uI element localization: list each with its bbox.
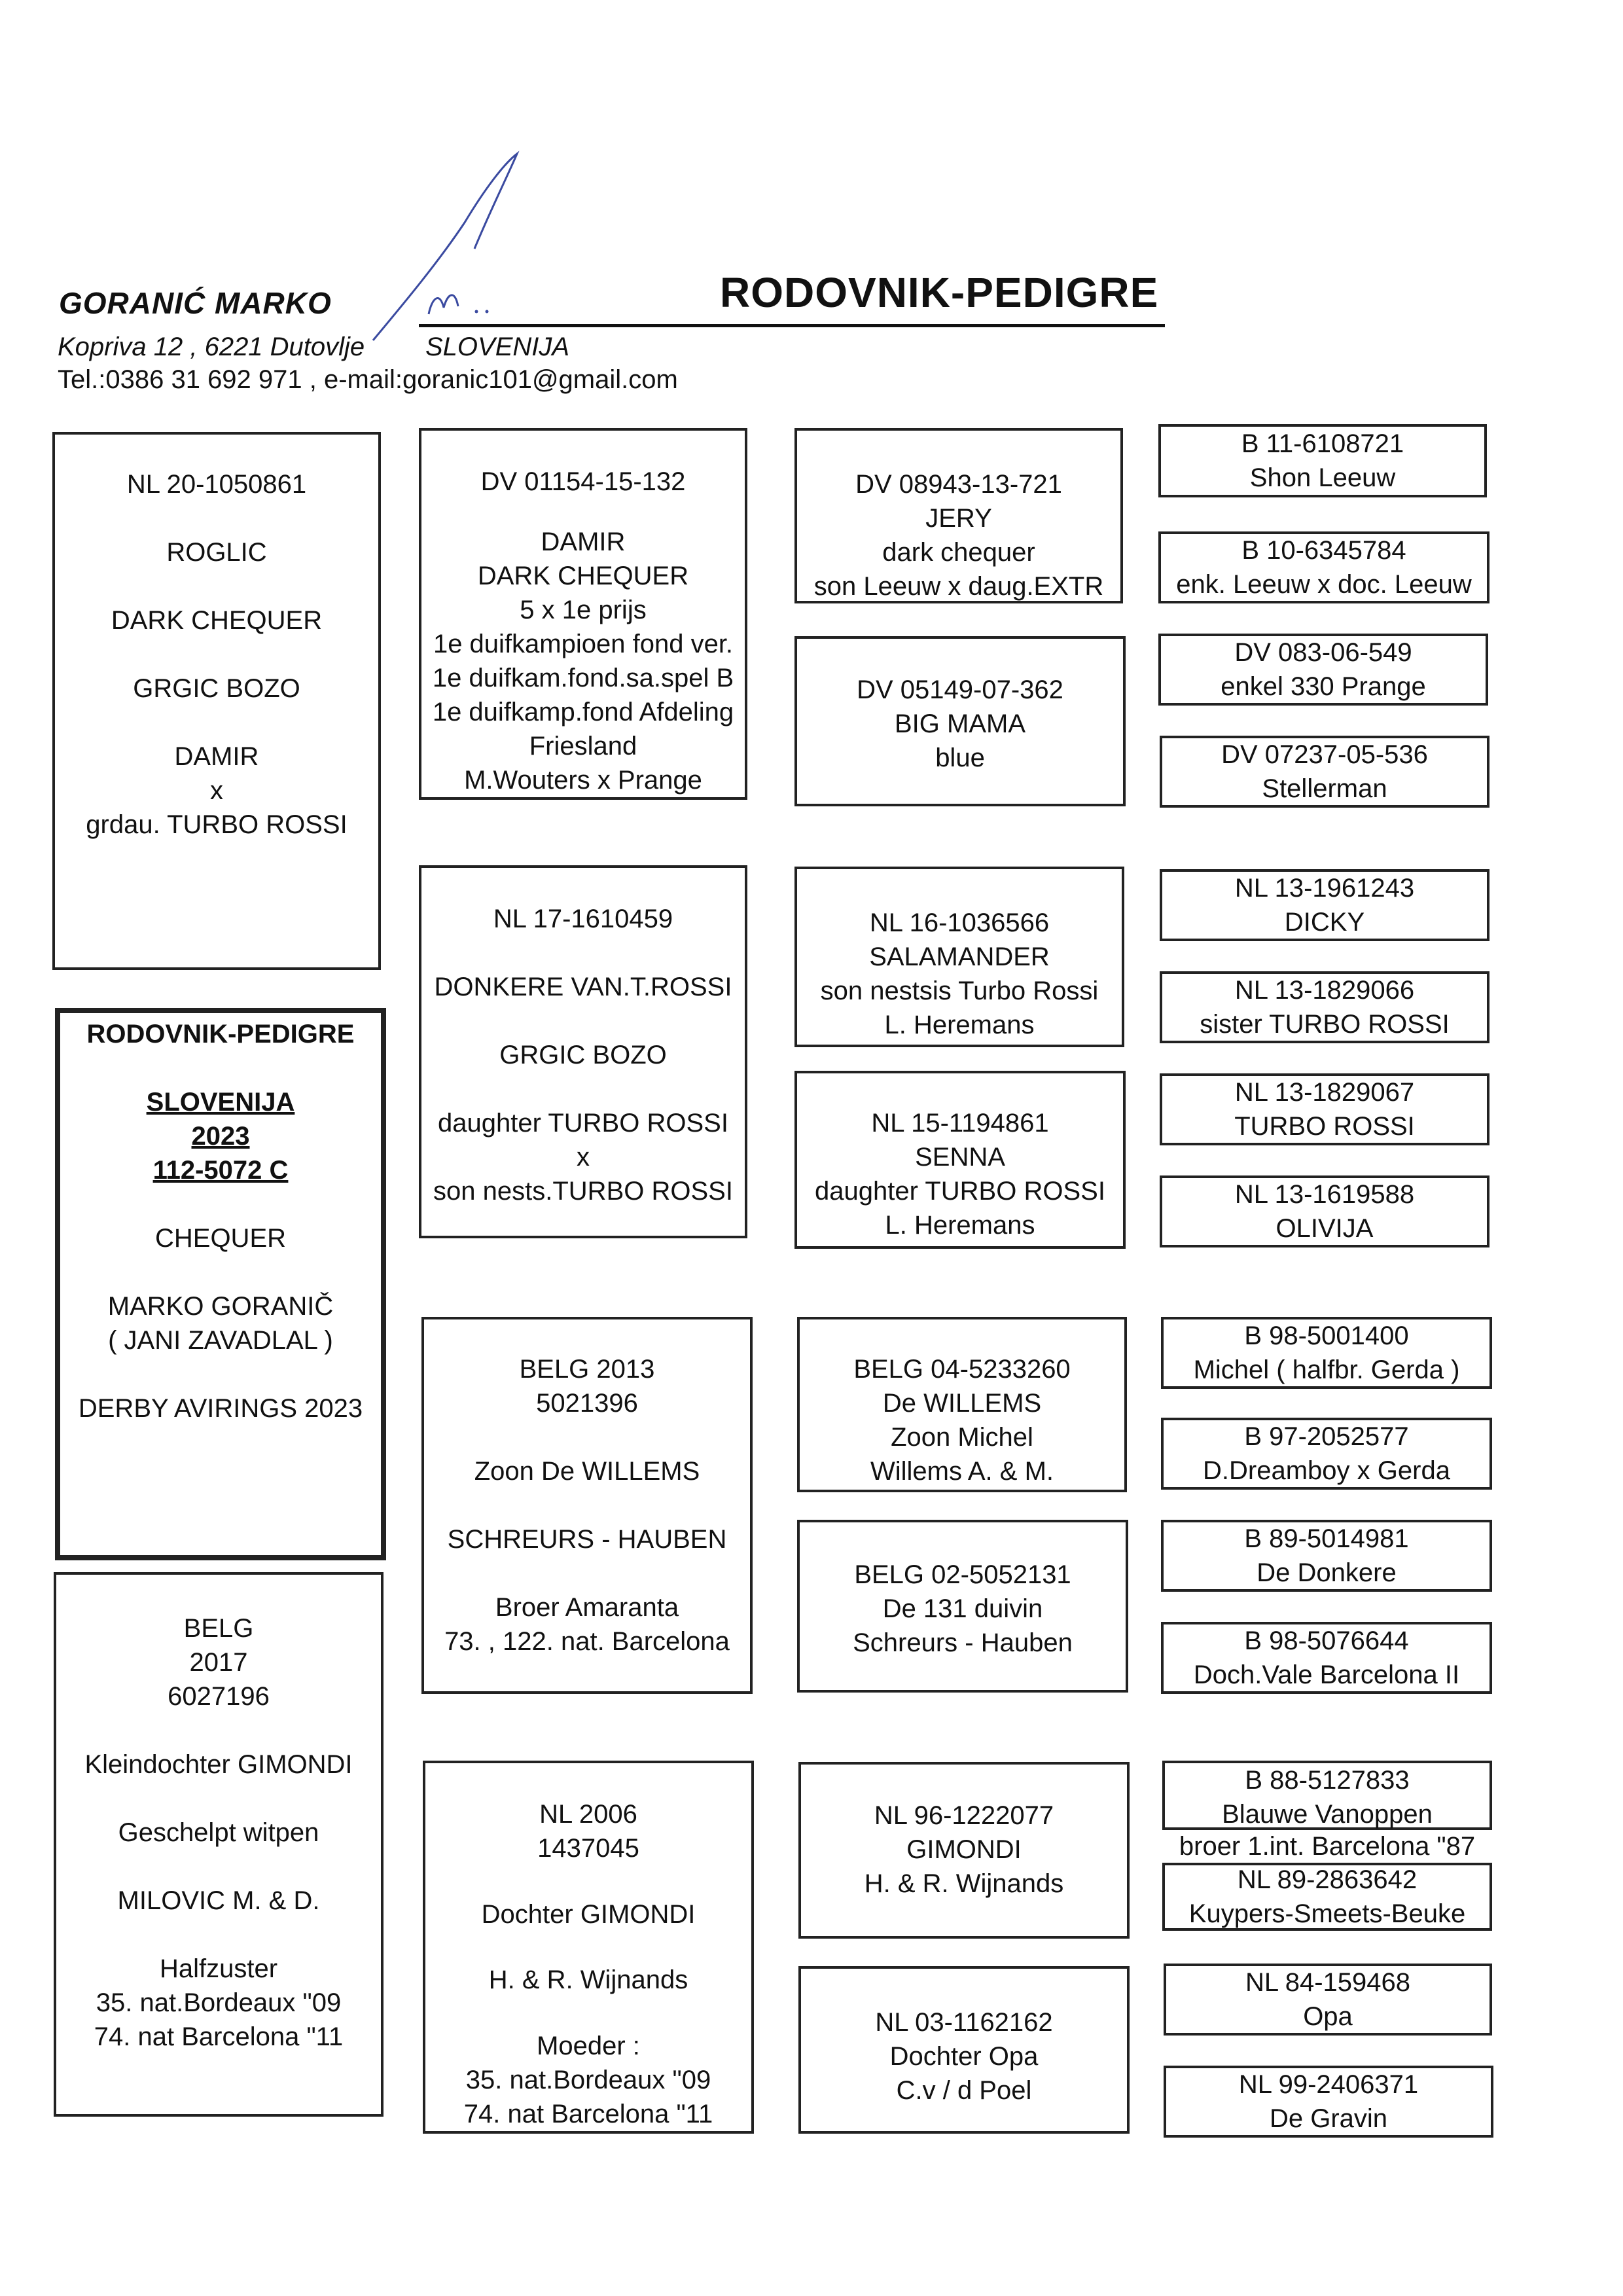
- gen3-line: De 131 duivin: [882, 1594, 1043, 1623]
- gen2-ss-line: 1e duifkam.fond.sa.spel B: [432, 664, 734, 692]
- gen3-line: De WILLEMS: [882, 1389, 1042, 1418]
- gen2-ds-line: Broer Amaranta: [495, 1593, 679, 1622]
- sire-box: [52, 432, 381, 970]
- dam-color: Geschelpt witpen: [118, 1818, 319, 1847]
- gen2-sd-name: DONKERE VAN.T.ROSSI: [434, 973, 732, 1001]
- dam-note: Halfzuster: [159, 1954, 278, 1983]
- gen3-line: NL 03-1162162: [875, 2008, 1053, 2037]
- gen2-sire-dam-box: [419, 865, 747, 1238]
- gen4-ring: DV 083-06-549: [1234, 638, 1412, 667]
- gen4-name: DICKY: [1284, 908, 1365, 937]
- gen2-ss-name: DAMIR: [541, 528, 626, 556]
- gen4-ring: B 97-2052577: [1244, 1422, 1409, 1451]
- gen4-box: [1160, 736, 1489, 808]
- gen4-box: [1160, 1175, 1489, 1247]
- gen2-dd-ring: 1437045: [537, 1834, 639, 1863]
- gen3-box: [797, 1317, 1127, 1492]
- gen3-line: L. Heremans: [884, 1011, 1035, 1039]
- dam-box: [54, 1572, 383, 2117]
- gen4-name: Doch.Vale Barcelona II: [1193, 1660, 1460, 1689]
- gen2-ds-ring: BELG 2013: [519, 1355, 655, 1384]
- owner-contact: Tel.:0386 31 692 971 , e-mail:goranic101@gmail.com: [58, 365, 678, 394]
- gen4-name: Blauwe Vanoppen: [1222, 1800, 1433, 1829]
- gen2-ds-breeder: SCHREURS - HAUBEN: [447, 1525, 727, 1554]
- sire-ring: NL 20-1050861: [126, 470, 307, 499]
- gen4-box: [1162, 1863, 1492, 1931]
- gen2-ss-ring: DV 01154-15-132: [480, 467, 686, 496]
- gen2-dd-name: Dochter GIMONDI: [481, 1899, 696, 1929]
- gen2-ss-line: Friesland: [529, 732, 637, 761]
- gen4-ring: B 98-5001400: [1244, 1321, 1409, 1350]
- gen4-ring: B 10-6345784: [1241, 536, 1406, 565]
- gen4-box: [1161, 1622, 1492, 1694]
- sire-cross: x: [210, 776, 223, 805]
- gen4-name: sister TURBO ROSSI: [1200, 1010, 1450, 1039]
- gen2-dam-sire-box: [421, 1317, 753, 1694]
- gen3-box: [798, 1762, 1130, 1939]
- gen2-ss-line: M.Wouters x Prange: [464, 766, 702, 795]
- gen3-line: SENNA: [915, 1143, 1005, 1172]
- gen3-box: [794, 428, 1123, 603]
- gen2-sd-line: daughter TURBO ROSSI: [438, 1109, 728, 1138]
- gen3-line: L. Heremans: [885, 1211, 1035, 1240]
- gen4-box: [1158, 634, 1488, 706]
- sire-mother: grdau. TURBO ROSSI: [86, 810, 348, 839]
- gen4-name: De Donkere: [1257, 1558, 1397, 1587]
- gen2-sd-breeder: GRGIC BOZO: [499, 1041, 667, 1069]
- gen4-name: OLIVIJA: [1275, 1214, 1374, 1243]
- gen3-box: [798, 1966, 1130, 2134]
- gen2-sd-line: son nests.TURBO ROSSI: [433, 1177, 733, 1206]
- gen3-line: NL 96-1222077: [874, 1801, 1054, 1830]
- gen4-name: Shon Leeuw: [1249, 463, 1396, 492]
- sire-name: ROGLIC: [166, 538, 267, 567]
- gen4-box: [1162, 1761, 1492, 1830]
- main-country: SLOVENIJA: [146, 1088, 295, 1117]
- gen3-line: son Leeuw x daug.EXTR: [813, 572, 1104, 601]
- gen2-sd-ring: NL 17-1610459: [493, 905, 673, 933]
- gen3-line: Schreurs - Hauben: [853, 1628, 1073, 1657]
- gen3-box: [794, 1071, 1126, 1249]
- gen4-box: [1161, 1317, 1492, 1389]
- gen4-box: [1164, 1964, 1492, 2036]
- main-color: CHEQUER: [154, 1224, 287, 1253]
- main-pigeon-box: [55, 1008, 386, 1560]
- gen2-ds-name: Zoon De WILLEMS: [474, 1457, 700, 1486]
- gen4-box: [1161, 1418, 1492, 1490]
- gen2-dam-dam-box: [423, 1761, 754, 2134]
- gen2-ss-color: DARK CHEQUER: [477, 562, 689, 590]
- gen4-name: D.Dreamboy x Gerda: [1203, 1456, 1450, 1485]
- gen4-box: [1164, 2066, 1493, 2138]
- gen3-line: dark chequer: [882, 538, 1035, 567]
- gen3-line: SALAMANDER: [869, 942, 1050, 971]
- main-ring: 112-5072 C: [152, 1156, 289, 1185]
- sire-father: DAMIR: [174, 742, 259, 771]
- sire-breeder: GRGIC BOZO: [133, 674, 300, 703]
- gen3-line: DV 08943-13-721: [855, 470, 1062, 499]
- gen3-line: NL 15-1194861: [871, 1109, 1049, 1138]
- gen3-line: blue: [935, 744, 985, 772]
- gen4-box: [1160, 1073, 1489, 1145]
- gen3-line: daughter TURBO ROSSI: [815, 1177, 1105, 1206]
- gen2-ss-line: 5 x 1e prijs: [520, 596, 647, 624]
- gen3-box: [794, 867, 1124, 1047]
- gen2-ss-line: 1e duifkampioen fond ver.: [433, 630, 734, 658]
- gen3-line: JERY: [925, 504, 992, 533]
- owner-country: SLOVENIJA: [425, 332, 570, 361]
- document-title: RODOVNIK-PEDIGRE: [720, 269, 1159, 316]
- gen2-dd-line: Moeder :: [537, 2032, 640, 2061]
- gen4-ring: B 89-5014981: [1244, 1524, 1409, 1553]
- dam-ring-number: 6027196: [168, 1682, 270, 1711]
- gen3-line: BELG 02-5052131: [854, 1560, 1071, 1589]
- gen4-ring: NL 13-1961243: [1234, 874, 1415, 903]
- dam-breeder: MILOVIC M. & D.: [117, 1886, 320, 1915]
- gen4-ring: B 88-5127833: [1245, 1766, 1410, 1795]
- gen2-dd-line: 74. nat Barcelona "11: [463, 2100, 713, 2129]
- gen4-note: broer 1.int. Barcelona "87: [1179, 1832, 1476, 1861]
- gen4-ring: B 98-5076644: [1244, 1626, 1409, 1655]
- gen4-box: [1160, 971, 1489, 1043]
- gen4-name: Stellerman: [1262, 774, 1387, 803]
- main-owner: MARKO GORANIČ: [107, 1292, 334, 1321]
- gen2-dd-breeder: H. & R. Wijnands: [488, 1965, 688, 1995]
- gen4-ring: NL 89-2863642: [1237, 1865, 1418, 1894]
- gen4-name: De Gravin: [1269, 2104, 1388, 2133]
- gen2-ss-line: 1e duifkamp.fond Afdeling: [432, 698, 734, 726]
- dam-result-2: 74. nat Barcelona "11: [94, 2022, 344, 2051]
- gen4-name: enk. Leeuw x doc. Leeuw: [1176, 570, 1472, 599]
- gen4-name: Kuypers-Smeets-Beuke: [1188, 1899, 1466, 1928]
- dam-description: Kleindochter GIMONDI: [84, 1750, 353, 1779]
- gen4-name: Opa: [1303, 2002, 1353, 2031]
- signature: [366, 151, 537, 347]
- gen4-box: [1158, 424, 1487, 497]
- dam-ring-country: BELG: [183, 1614, 254, 1643]
- main-co-owner: ( JANI ZAVADLAL ): [108, 1326, 333, 1355]
- gen4-ring: DV 07237-05-536: [1221, 740, 1428, 769]
- title-underline: [419, 324, 1165, 327]
- gen3-line: Dochter Opa: [889, 2042, 1039, 2071]
- gen3-line: H. & R. Wijnands: [864, 1869, 1064, 1898]
- gen2-ds-ring: 5021396: [536, 1389, 638, 1418]
- gen4-name: enkel 330 Prange: [1221, 672, 1426, 701]
- dam-result-1: 35. nat.Bordeaux "09: [96, 1988, 342, 2017]
- gen3-line: NL 16-1036566: [869, 908, 1050, 937]
- gen2-ds-line: 73. , 122. nat. Barcelona: [444, 1627, 730, 1656]
- gen3-line: DV 05149-07-362: [857, 675, 1063, 704]
- gen4-box: [1160, 869, 1489, 941]
- gen3-line: C.v / d Poel: [896, 2076, 1032, 2105]
- main-heading: RODOVNIK-PEDIGRE: [86, 1020, 355, 1049]
- gen4-ring: NL 99-2406371: [1238, 2070, 1419, 2099]
- gen3-line: BIG MAMA: [894, 709, 1026, 738]
- main-year: 2023: [191, 1122, 250, 1151]
- main-event: DERBY AVIRINGS 2023: [78, 1394, 363, 1423]
- gen4-name: TURBO ROSSI: [1234, 1112, 1415, 1141]
- gen4-box: [1161, 1520, 1492, 1592]
- gen4-ring: NL 13-1619588: [1234, 1180, 1415, 1209]
- owner-name: GORANIĆ MARKO: [59, 286, 332, 320]
- gen3-line: son nestsis Turbo Rossi: [820, 977, 1099, 1005]
- gen3-line: Zoon Michel: [891, 1423, 1033, 1452]
- gen2-dd-ring: NL 2006: [539, 1800, 637, 1829]
- gen3-box: [797, 1520, 1128, 1693]
- sire-color: DARK CHEQUER: [111, 606, 323, 635]
- gen2-sire-sire-box: [419, 428, 747, 800]
- gen2-sd-line: x: [577, 1143, 590, 1172]
- gen4-ring: NL 13-1829066: [1234, 976, 1415, 1005]
- gen3-line: BELG 04-5233260: [853, 1355, 1071, 1384]
- gen4-ring: NL 13-1829067: [1234, 1078, 1415, 1107]
- owner-address: Kopriva 12 , 6221 Dutovlje: [58, 332, 365, 361]
- gen4-name: Michel ( halfbr. Gerda ): [1193, 1355, 1460, 1384]
- gen3-line: Willems A. & M.: [870, 1457, 1054, 1486]
- gen3-line: GIMONDI: [906, 1835, 1022, 1864]
- dam-ring-year: 2017: [189, 1648, 248, 1677]
- gen4-ring: NL 84-159468: [1245, 1968, 1411, 1997]
- gen3-box: [794, 636, 1126, 806]
- gen2-dd-line: 35. nat.Bordeaux "09: [465, 2066, 711, 2095]
- gen4-box: [1158, 531, 1489, 603]
- gen4-ring: B 11-6108721: [1241, 429, 1404, 458]
